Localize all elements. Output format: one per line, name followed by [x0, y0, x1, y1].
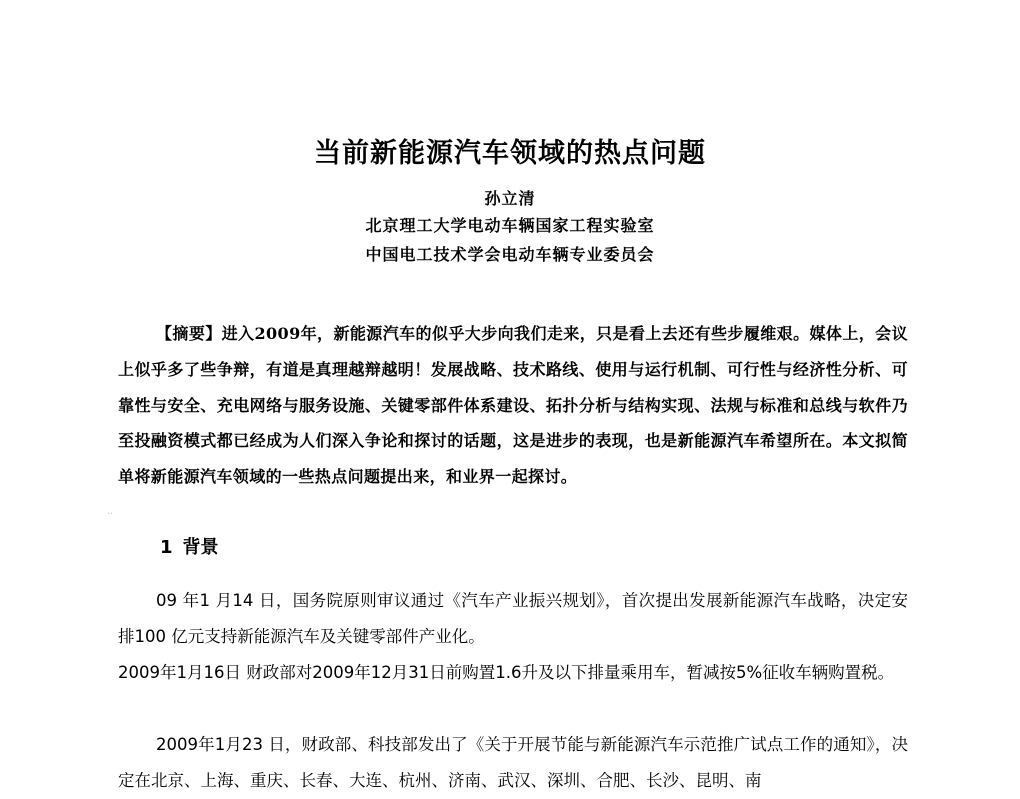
- section-heading: [160, 533, 229, 559]
- body-paragraph-2: 2009年1月16日 财政部对2009年12月31日前购置1.6升及以下排量乘用车，暂减按5%征收车辆购置税。: [118, 662, 895, 682]
- affiliation-1: 北京理工大学电动车辆国家工程实验室: [365, 216, 655, 235]
- affiliation-2: 中国电工技术学会电动车辆专业委员会: [365, 245, 655, 264]
- body-paragraph-3: 2009年1月23 日，财政部、科技部发出了《关于开展节能与新能源汽车示范推广试点工作的通知》，决定在北京、上海、重庆、长春、大连、杭州、济南、武汉、深圳、合肥、长沙、昆明、南: [118, 734, 908, 790]
- body-paragraph-1: 09 年1 月14 日，国务院原则审议通过《汽车产业振兴规划》，首次提出发展新能源汽车战略，决定安排100 亿元支持新能源汽车及关键零部件产业化。: [118, 590, 908, 646]
- section-number: 1: [160, 537, 173, 558]
- abstract-paragraph: 【摘要】进入2009年，新能源汽车的似乎大步向我们走来，只是看上去还有些步履维艰。媒体上，会议上似乎多了些争辩，有道是真理越辩越明！发展战略、技术路线、使用与运行机制、可行性与经济性分析、可靠性与安全、充电网络与服务设施、关键零部件体系建设、拓扑分析与结构实现、法规与标准和总线与软件乃至投融资模式都已经成为人们深入争论和探讨的话题，这是进步的表现，也是新能源汽车希望所在。本文拟简单将新能源汽车领域的一些热点问题提出来，和业界一起探讨。: [118, 324, 908, 487]
- author-name: 孙立清: [484, 189, 536, 208]
- document-title: 当前新能源汽车领域的热点问题: [314, 138, 706, 169]
- stray-mark: ˙˙: [107, 513, 113, 520]
- section-title: 背景: [182, 537, 219, 558]
